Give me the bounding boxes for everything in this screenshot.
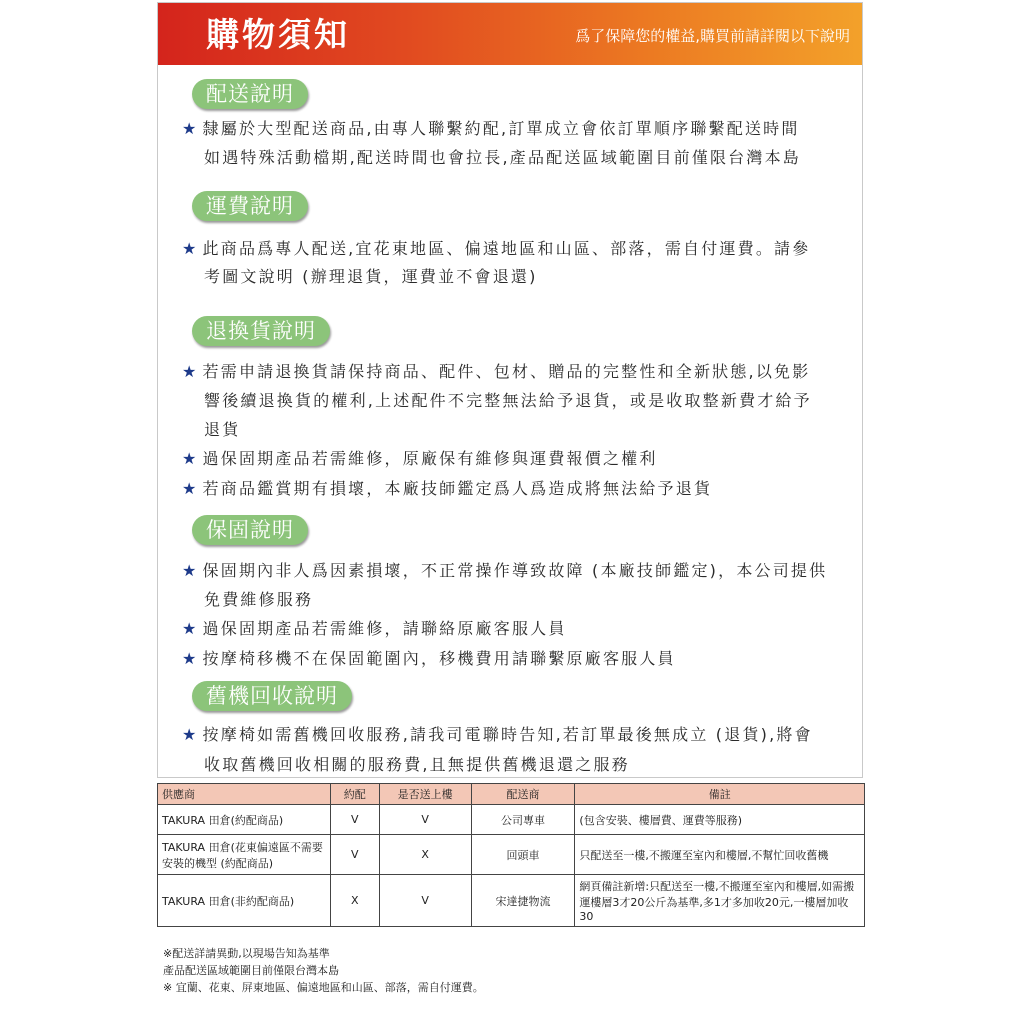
table-row (158, 835, 865, 875)
section-title-recycle: 舊機回收說明 (192, 681, 352, 711)
returns-line: ★ 若需申請退換貨請保持商品、配件、包材、贈品的完整性和全新狀態,以免影 (182, 362, 811, 381)
star-bullet-icon: ★ (182, 362, 199, 381)
star-bullet-icon: ★ (182, 239, 199, 258)
returns-line: 退貨 (204, 420, 241, 439)
table-cell: V (379, 805, 471, 835)
returns-line: ★ 若商品鑑賞期有損壞，本廠技師鑑定爲人爲造成將無法給予退貨 (182, 479, 713, 498)
table-header-cell: 供應商 (158, 784, 331, 805)
warranty-line: ★ 按摩椅移機不在保固範圍內，移機費用請聯繫原廠客服人員 (182, 649, 676, 668)
delivery-spec-table (157, 783, 865, 927)
table-cell: V (379, 875, 471, 927)
shopping-notice-panel (157, 2, 863, 778)
delivery-line: ★ 隸屬於大型配送商品,由專人聯繫約配,訂單成立會依訂單順序聯繫配送時間 (182, 119, 800, 138)
recycle-line: ★ 按摩椅如需舊機回收服務,請我司電聯時告知,若訂單最後無成立 (退貨),將會 (182, 725, 813, 744)
returns-line: ★ 過保固期產品若需維修，原廠保有維修與運費報價之權利 (182, 449, 658, 468)
warranty-line: 免費維修服務 (204, 590, 314, 609)
section-title-delivery: 配送說明 (192, 79, 308, 109)
table-header-cell: 約配 (330, 784, 379, 805)
table-cell: 網頁備註新增:只配送至一樓,不搬運至室內和樓層,如需搬運樓層3才20公斤為基準,多1才多加收20元,一樓層加收30 (575, 875, 865, 927)
table-cell: (包含安裝、樓層費、運費等服務) (575, 805, 865, 835)
table-cell: 只配送至一樓,不搬運至室內和樓層,不幫忙回收舊機 (575, 835, 865, 875)
star-bullet-icon: ★ (182, 561, 199, 580)
table-row (158, 875, 865, 927)
table-header-row (158, 784, 865, 805)
footnote-line: ※ 宜蘭、花東、屏東地區、偏遠地區和山區、部落，需自付運費。 (163, 981, 484, 994)
table-cell: TAKURA 田倉(約配商品) (158, 805, 331, 835)
table-header-cell: 備註 (575, 784, 865, 805)
table-header-cell: 配送商 (471, 784, 575, 805)
footnotes (163, 945, 484, 996)
notice-banner (158, 3, 862, 65)
star-bullet-icon: ★ (182, 619, 199, 638)
banner-subtitle: 爲了保障您的權益,購買前請詳閱以下說明 (575, 27, 850, 45)
shipping-line: 考圖文說明 (辦理退貨，運費並不會退還) (204, 267, 538, 286)
warranty-line: ★ 保固期內非人爲因素損壞，不正常操作導致故障 (本廠技師鑑定)，本公司提供 (182, 561, 828, 580)
star-bullet-icon: ★ (182, 649, 199, 668)
table-header-cell: 是否送上樓 (379, 784, 471, 805)
table-cell: 公司專車 (471, 805, 575, 835)
footnote-line: 產品配送區域範圍目前僅限台灣本島 (163, 964, 339, 977)
table-cell: X (379, 835, 471, 875)
table-row (158, 805, 865, 835)
star-bullet-icon: ★ (182, 479, 199, 498)
delivery-line: 如遇特殊活動檔期,配送時間也會拉長,產品配送區域範圍目前僅限台灣本島 (204, 148, 801, 167)
footnote-line: ※配送詳請異動,以現場告知為基準 (163, 947, 330, 960)
table-cell: V (330, 835, 379, 875)
recycle-line: 收取舊機回收相關的服務費,且無提供舊機退還之服務 (204, 755, 630, 774)
section-title-warranty: 保固說明 (192, 515, 308, 545)
table-cell: 宋達捷物流 (471, 875, 575, 927)
table-cell: TAKURA 田倉(非約配商品) (158, 875, 331, 927)
table-cell: V (330, 805, 379, 835)
table-cell: TAKURA 田倉(花東偏遠區不需要安裝的機型 (約配商品) (158, 835, 331, 875)
banner-title: 購物須知 (206, 15, 350, 54)
warranty-line: ★ 過保固期產品若需維修，請聯絡原廠客服人員 (182, 619, 567, 638)
table-cell: 回頭車 (471, 835, 575, 875)
star-bullet-icon: ★ (182, 449, 199, 468)
returns-line: 響後續退換貨的權利,上述配件不完整無法給予退貨，或是收取整新費才給予 (204, 391, 812, 410)
table-cell: X (330, 875, 379, 927)
shipping-line: ★ 此商品爲專人配送,宜花東地區、偏遠地區和山區、部落，需自付運費。請參 (182, 239, 811, 258)
star-bullet-icon: ★ (182, 119, 199, 138)
star-bullet-icon: ★ (182, 725, 199, 744)
section-title-shipping: 運費說明 (192, 191, 308, 221)
section-title-returns: 退換貨說明 (192, 316, 330, 346)
